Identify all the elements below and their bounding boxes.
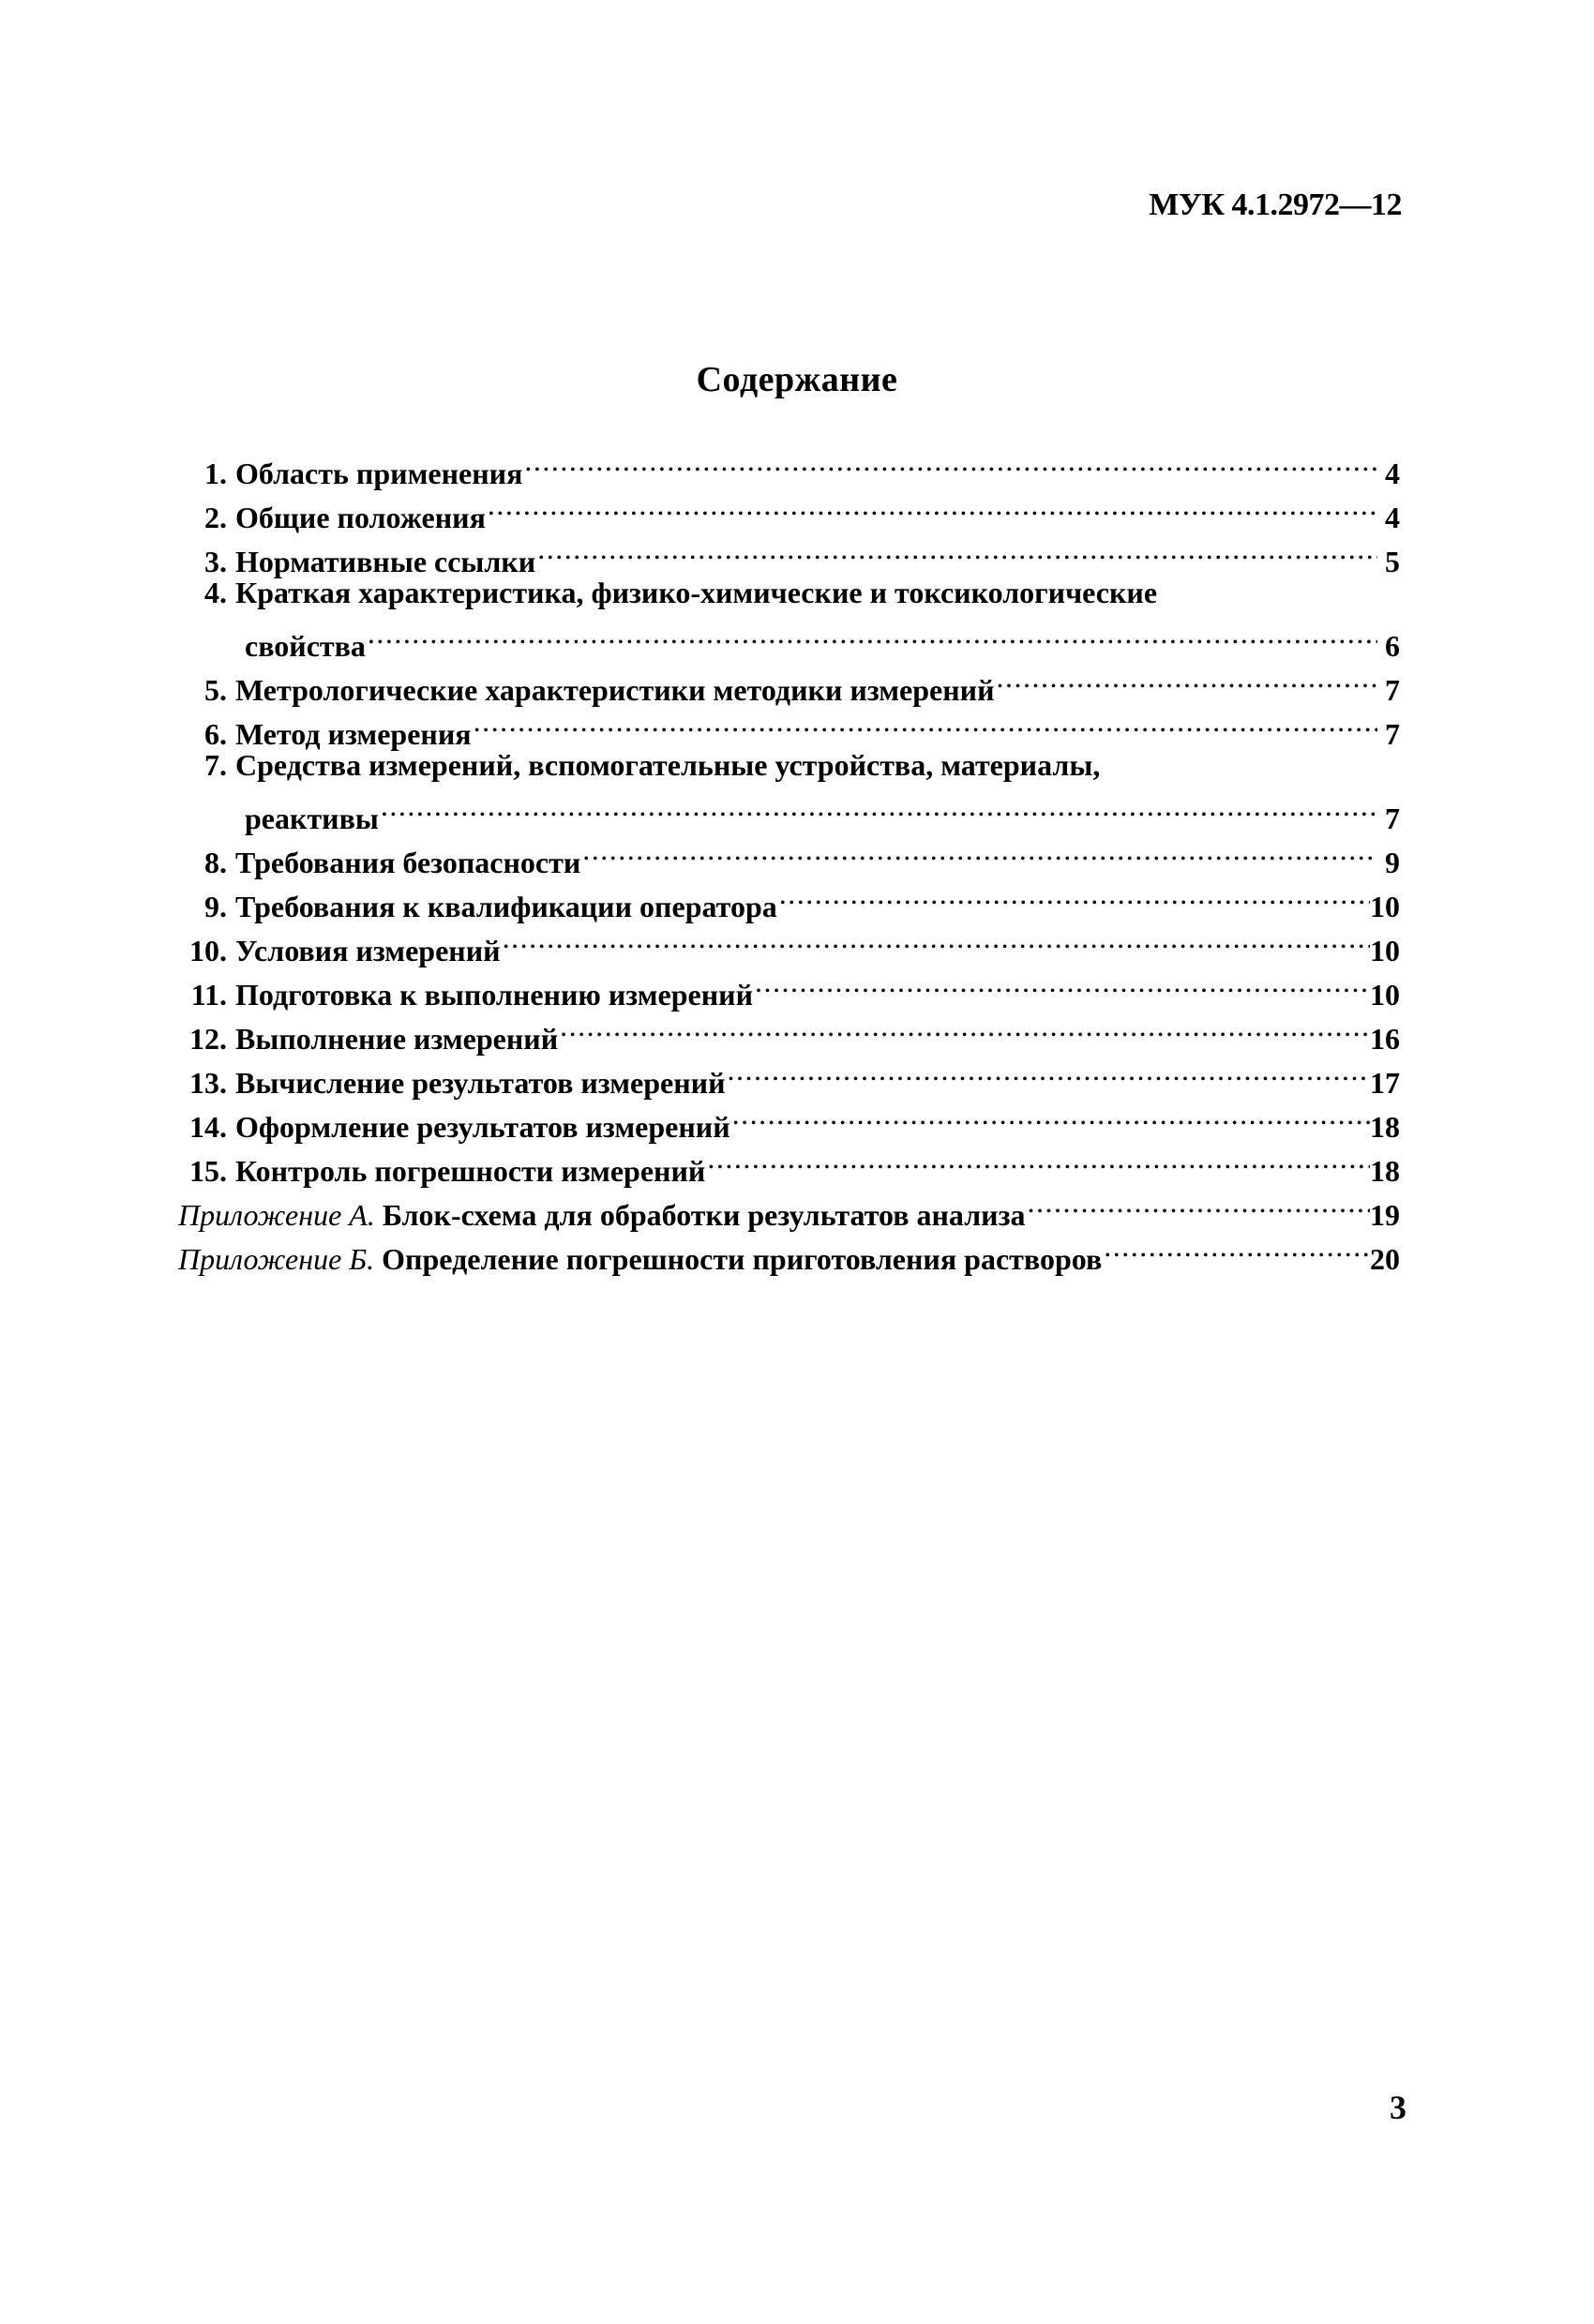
toc-item-title: Общие положения: [235, 501, 486, 534]
toc-item-number: 9.: [204, 890, 227, 923]
toc-item-page: 4: [1385, 457, 1400, 490]
toc-item-page: 4: [1385, 501, 1400, 534]
toc-item-page: 10: [1370, 934, 1400, 967]
appendix-prefix: Приложение А.: [178, 1198, 375, 1232]
toc-item-page: 7: [1385, 717, 1400, 751]
toc-item-page: 6: [1385, 629, 1400, 663]
toc-item-number: 12.: [189, 1022, 227, 1056]
toc-item-title: Подготовка к выполнению измерений: [235, 978, 753, 1012]
toc-item-4[interactable]: [178, 572, 1400, 663]
toc-item-title: Метод измерения: [235, 717, 472, 751]
toc-item-number: 13.: [189, 1066, 227, 1100]
toc-item-page: 5: [1385, 545, 1400, 578]
toc-item-title: Область применения: [235, 457, 523, 490]
toc-item-number: 11.: [190, 978, 227, 1012]
toc-item-1[interactable]: [178, 440, 1400, 490]
dot-leader: [726, 1049, 1370, 1093]
toc-item-number: 1.: [204, 457, 227, 490]
dot-leader: [366, 614, 1377, 656]
toc-item-title-line2: свойства: [245, 629, 366, 663]
dot-leader: [535, 528, 1377, 572]
toc-item-title: Оформление результатов измерений: [235, 1110, 730, 1144]
toc-item-title-line2: реактивы: [245, 802, 379, 835]
appendix-text: Определение погрешности приготовления растворов: [382, 1242, 1103, 1276]
toc-item-title: Метрологические характеристики методики измерений: [235, 673, 995, 707]
toc-item-number: 14.: [189, 1110, 227, 1144]
toc-item-number: 2.: [204, 501, 227, 534]
toc-item-page: 20: [1370, 1242, 1400, 1276]
dot-leader: [472, 700, 1377, 744]
toc-item-number: 6.: [204, 717, 227, 751]
dot-leader: [777, 873, 1370, 917]
appendix-text: Блок-схема для обработки результатов анализа: [382, 1198, 1026, 1232]
toc-item-title-line1: Средства измерений, вспомогательные устройства, материалы,: [235, 748, 1101, 782]
toc-item-title: Выполнение измерений: [235, 1022, 559, 1056]
toc-item-page: 19: [1370, 1198, 1400, 1232]
toc-item-page: 10: [1370, 890, 1400, 923]
toc-title: Содержание: [696, 360, 898, 399]
toc-item-page: 10: [1370, 978, 1400, 1012]
toc-item-number: 5.: [204, 673, 227, 707]
toc-item-page: 18: [1370, 1110, 1400, 1144]
toc-item-number: 7.: [204, 748, 227, 782]
dot-leader: [522, 440, 1377, 484]
toc-item-number: 10.: [189, 934, 227, 967]
dot-leader: [995, 656, 1377, 700]
dot-leader: [501, 917, 1370, 961]
toc-item-title: Требования к квалификации оператора: [235, 890, 777, 923]
toc-item-number: 15.: [189, 1154, 227, 1188]
toc-item-page: 17: [1370, 1066, 1400, 1100]
page-number: 3: [1390, 2089, 1406, 2126]
toc-item-7[interactable]: [178, 744, 1400, 835]
dot-leader: [580, 829, 1377, 873]
dot-leader: [486, 484, 1377, 528]
dot-leader: [379, 787, 1377, 829]
toc-item-number: 4.: [204, 576, 227, 609]
dot-leader: [753, 961, 1370, 1005]
dot-leader: [1025, 1181, 1370, 1225]
toc-item-page: 7: [1385, 802, 1400, 835]
toc-item-page: 9: [1385, 846, 1400, 879]
toc-item-number: 8.: [204, 846, 227, 879]
toc-item-page: 7: [1385, 673, 1400, 707]
toc-item-title: Вычисление результатов измерений: [235, 1066, 726, 1100]
toc-item-page: 16: [1370, 1022, 1400, 1056]
document-code: МУК 4.1.2972—12: [1149, 187, 1402, 222]
table-of-contents: [178, 440, 1400, 1276]
dot-leader: [1102, 1225, 1370, 1269]
toc-item-title: Условия измерений: [235, 934, 501, 967]
toc-item-page: 18: [1370, 1154, 1400, 1188]
dot-leader: [558, 1005, 1370, 1049]
dot-leader: [705, 1137, 1370, 1181]
toc-appendix-title: [178, 1193, 1025, 1237]
toc-item-title: Нормативные ссылки: [235, 545, 536, 578]
toc-item-title: Контроль погрешности измерений: [235, 1154, 706, 1188]
toc-item-number: 3.: [204, 545, 227, 578]
toc-appendix-title: [178, 1237, 1102, 1282]
toc-item-title: Требования безопасности: [235, 846, 581, 879]
toc-item-title-line1: Краткая характеристика, физико-химические и токсикологические: [235, 576, 1158, 609]
dot-leader: [730, 1093, 1370, 1137]
appendix-prefix: Приложение Б.: [178, 1242, 375, 1276]
